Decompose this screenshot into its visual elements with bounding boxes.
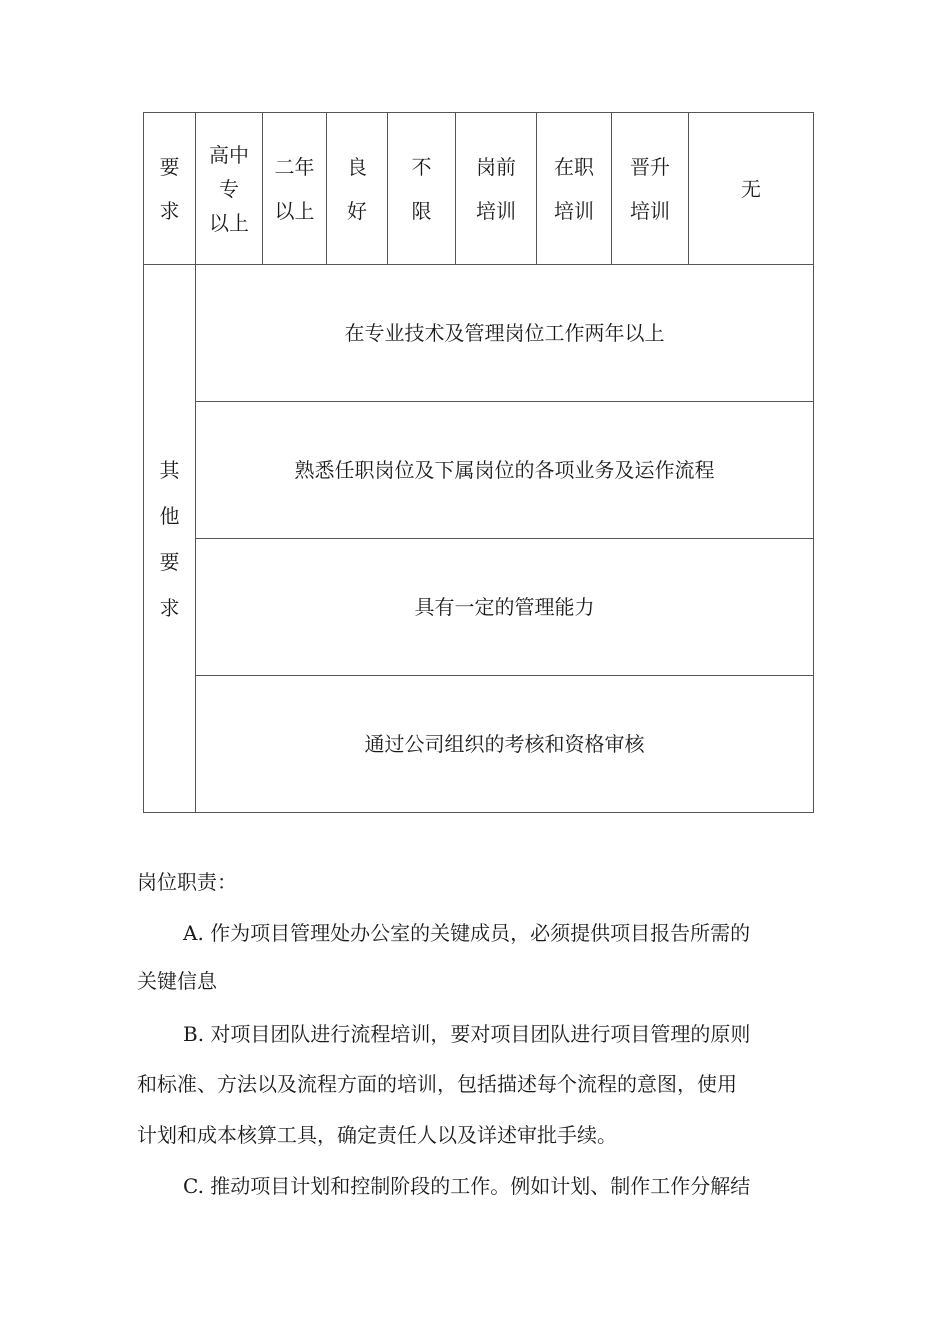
- duty-line: 计划和成本核算工具，确定责任人以及详述审批手续。: [137, 1123, 617, 1147]
- other-requirement-row: [144, 265, 814, 402]
- requirements-label-cell: 要 求: [144, 113, 196, 265]
- promotion-training-cell: 晋升 培训: [612, 113, 689, 265]
- other-requirement-item: 具有一定的管理能力: [196, 539, 814, 676]
- duty-line: 和标准、方法以及流程方面的培训，包括描述每个流程的意图，使用: [137, 1072, 737, 1096]
- duty-line: 关键信息: [137, 969, 217, 993]
- other-requirement-row: [144, 676, 814, 813]
- duty-line: B. 对项目团队进行流程培训，要对项目团队进行项目管理的原则: [183, 1022, 751, 1046]
- education-cell: 高中 专 以上: [196, 113, 263, 265]
- onjob-training-cell: 在职 培训: [537, 113, 612, 265]
- requirements-row: [144, 113, 814, 265]
- other-requirement-row: [144, 402, 814, 539]
- other-requirement-item: 在专业技术及管理岗位工作两年以上: [196, 265, 814, 402]
- other-cell: 无: [689, 113, 814, 265]
- gender-cell: 不 限: [388, 113, 456, 265]
- other-requirements-label-cell: 其 他 要 求: [144, 265, 196, 813]
- requirements-table: [143, 112, 814, 813]
- duty-line: A. 作为项目管理处办公室的关键成员，必须提供项目报告所需的: [183, 921, 751, 945]
- other-requirement-row: [144, 539, 814, 676]
- pre-training-cell: 岗前 培训: [456, 113, 537, 265]
- health-cell: 良 好: [327, 113, 388, 265]
- duty-line: C. 推动项目计划和控制阶段的工作。例如计划、制作工作分解结: [183, 1174, 751, 1198]
- duties-heading: 岗位职责：: [137, 870, 237, 894]
- other-requirement-item: 通过公司组织的考核和资格审核: [196, 676, 814, 813]
- other-requirement-item: 熟悉任职岗位及下属岗位的各项业务及运作流程: [196, 402, 814, 539]
- experience-cell: 二年 以上: [263, 113, 327, 265]
